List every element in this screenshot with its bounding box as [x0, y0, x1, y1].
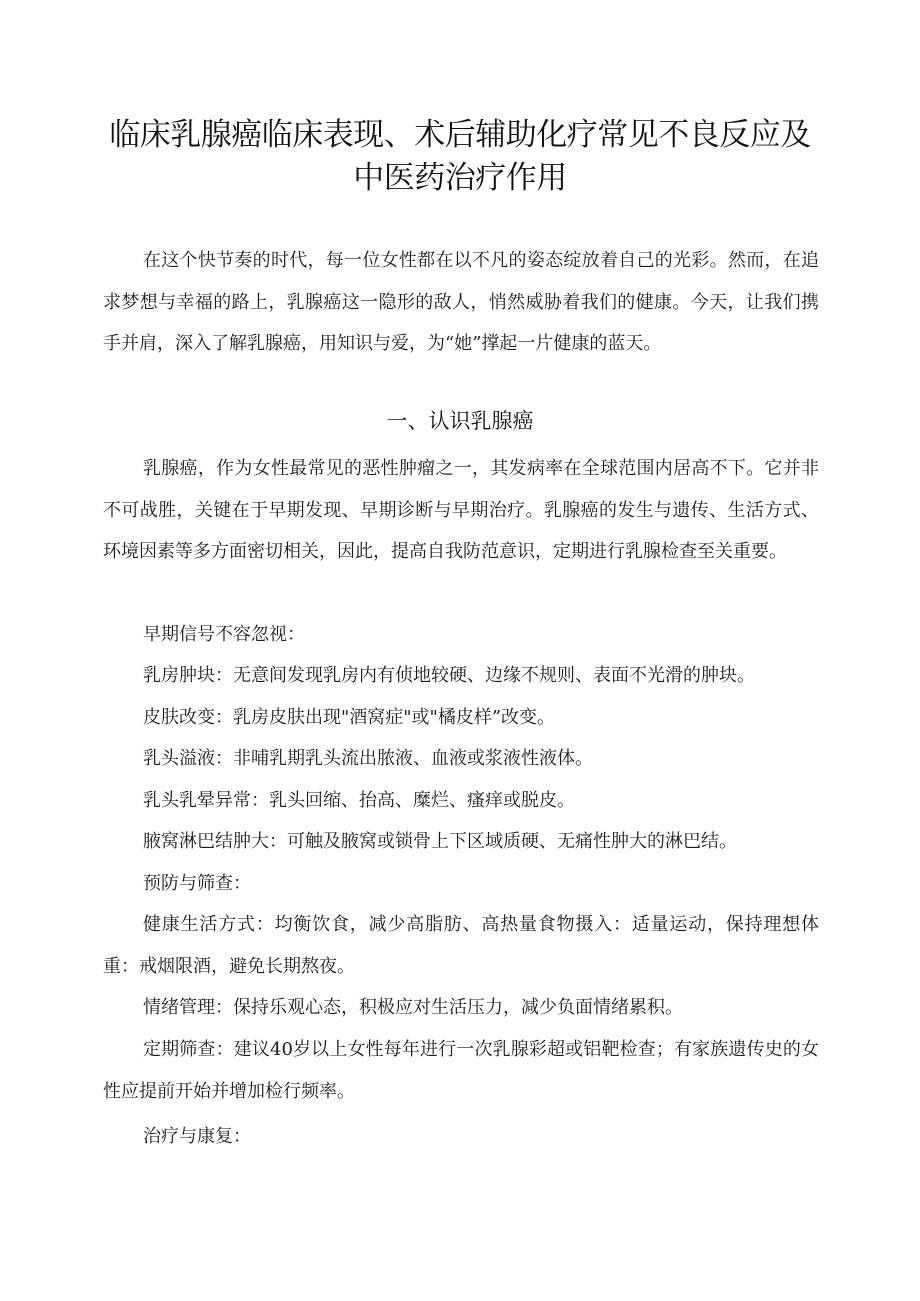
- sign-item: 皮肤改变：乳房皮肤出现"酒窝症"或"橘皮样”改变。: [143, 707, 556, 728]
- prevention-item: 定期筛查：建议40岁以上女性每年进行一次乳腺彩超或铝靶检查；有家族遗传史的女性应提前开始并增加检行频率。: [103, 1039, 819, 1102]
- prevention-label: 预防与筛查：: [143, 873, 251, 894]
- treatment-label: 治疗与康复：: [143, 1126, 251, 1147]
- sign-item: 乳房肿块：无意间发现乳房内有侦地较硬、边缘不规则、表面不光滑的肿块。: [143, 665, 755, 686]
- sign-item: 腋窝淋巴结肿大：可触及腋窝或锁骨上下区域质硬、无痛性肿大的淋巴结。: [143, 831, 737, 852]
- intro-paragraph: 在这个快节奏的时代，每一位女性都在以不凡的姿态绽放着自己的光彩。然而，在追求梦想与幸福的路上，乳腺癌这一隐形的敌人，悄然威胁着我们的健康。今天，让我们携手并肩，深入了解乳腺癌，用知识与爱，为“她”撑起一片健康的蓝天。: [103, 250, 819, 354]
- document-title: 临床乳腺癌临床表现、术后辅助化疗常见不良反应及中医药治疗作用: [109, 117, 811, 196]
- sign-item: 乳头乳晕异常：乳头回缩、抬高、糜烂、瘙痒或脱皮。: [143, 790, 575, 811]
- section-paragraph: 乳腺癌，作为女性最常见的恶性肿瘤之一，其发病率在全球范围内居高不下。它并非不可战胜，关键在于早期发现、早期诊断与早期治疗。乳腺癌的发生与遗传、生活方式、环境因素等多方面密切相关，因此，提高自我防范意识，定期进行乳腺检查至关重要。: [103, 458, 819, 562]
- prevention-item: 情绪管理：保持乐观心态，积极应对生活压力，减少负面情绪累积。: [143, 997, 683, 1018]
- sign-item: 乳头溢液：非哺乳期乳头流出脓液、血液或浆液性液体。: [143, 748, 593, 769]
- prevention-item: 健康生活方式：均衡饮食，减少高脂肪、高热量食物摄入：适量运动，保持理想体重：戒烟限酒，避免长期熬夜。: [103, 914, 819, 977]
- section-heading: 一、认识乳腺癌: [386, 409, 534, 433]
- early-signs-label: 早期信号不容忽视：: [143, 624, 305, 645]
